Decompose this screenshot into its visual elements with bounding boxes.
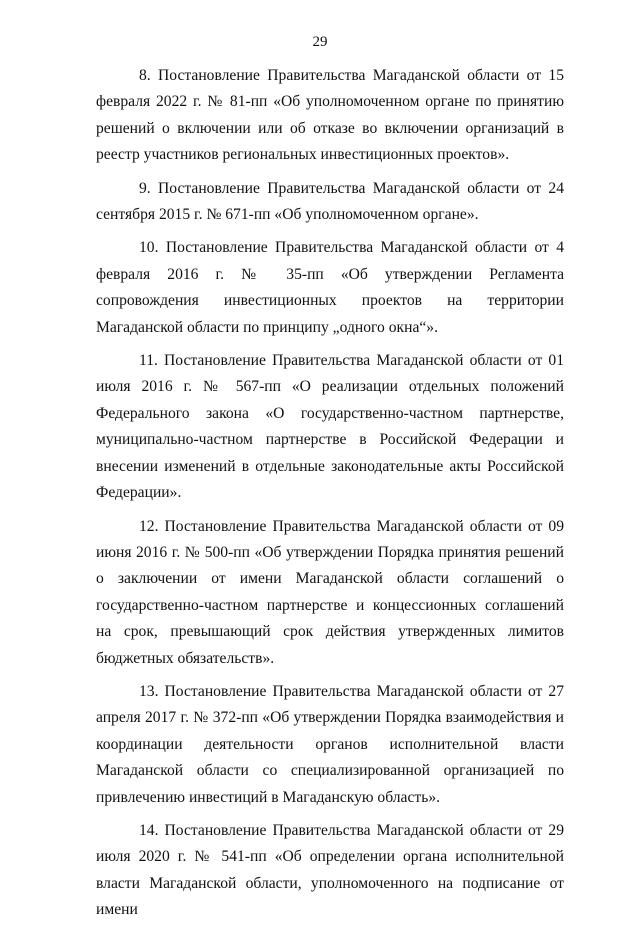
list-item: 12. Постановление Правительства Магаданской области от 09 июня 2016 г. № 500-пп «Об утверждении Порядка принятия решений о заключении от имени Магаданской области соглашений о государственно-частном партнерстве и концессионных соглашений на срок, превышающий срок действия утвержденных лимитов бюджетных обязательств». (96, 517, 564, 667)
document-body (96, 63, 564, 931)
list-item: 13. Постановление Правительства Магаданской области от 27 апреля 2017 г. № 372-пп «Об утверждении Порядка взаимодействия и координации деятельности органов исполнительной власти Магаданской области со специализированной организацией по привлечению инвестиций в Магаданскую область». (96, 682, 564, 806)
list-item: 10. Постановление Правительства Магаданской области от 4 февраля 2016 г. № 35-пп «Об утверждении Регламента сопровождения инвестиционных проектов на территории Магаданской области по принципу „одного окна“». (96, 239, 564, 336)
list-item: 9. Постановление Правительства Магаданской области от 24 сентября 2015 г. № 671-пп «Об уполномоченном органе». (96, 179, 564, 224)
page-number: 29 (312, 34, 328, 50)
list-item: 8. Постановление Правительства Магаданской области от 15 февраля 2022 г. № 81-пп «Об уполномоченном органе по принятию решений о включении или об отказе во включении организаций в реестр участников региональных инвестиционных проектов». (96, 67, 564, 164)
list-item: 14. Постановление Правительства Магаданской области от 29 июля 2020 г. № 541-пп «Об определении органа исполнительной власти Магаданской области, уполномоченного на подписание от имени (96, 821, 564, 919)
list-item: 11. Постановление Правительства Магаданской области от 01 июля 2016 г. № 567-пп «О реализации отдельных положений Федерального закона «О государственно-частном партнерстве, муниципально-частном партнерстве в Российской Федерации и внесении изменений в отдельные законодательные акты Российской Федерации». (96, 352, 564, 502)
